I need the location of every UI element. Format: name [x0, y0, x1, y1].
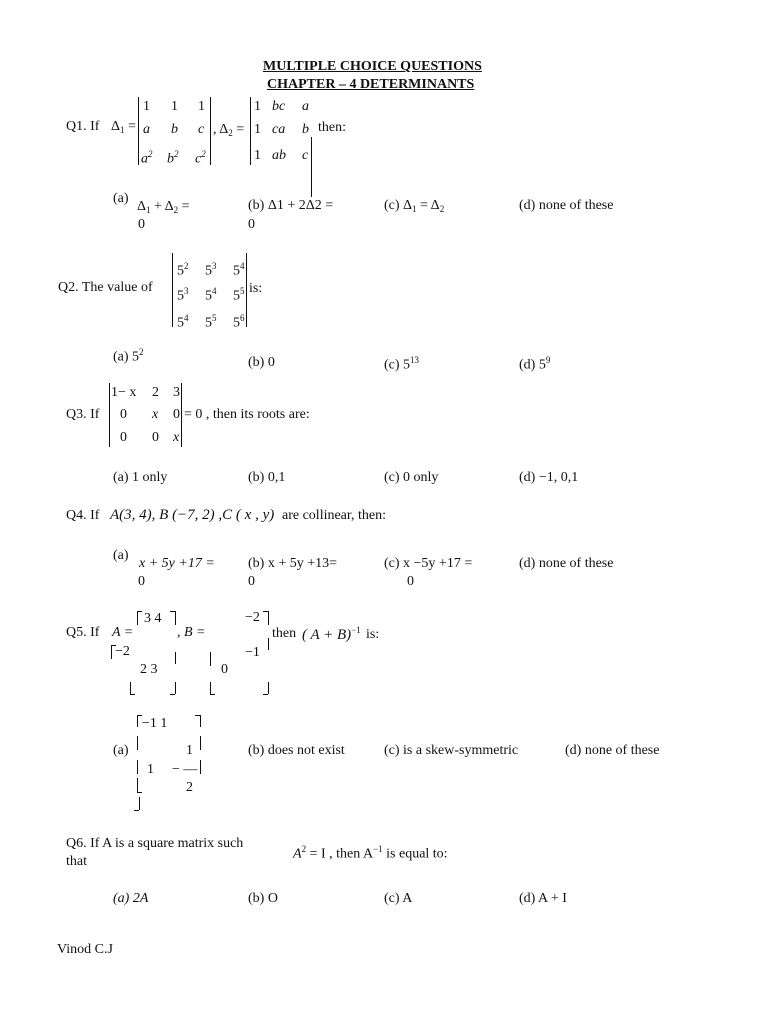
q1-d2-r2c2: ca — [272, 122, 286, 137]
q1-then: then: — [318, 120, 346, 135]
q1-d1-r2c2: b — [171, 122, 178, 137]
chapter-title: CHAPTER – 4 DETERMINANTS — [267, 77, 475, 92]
q1-d1-r3c2: $b^2$ — [167, 149, 179, 167]
q3-prefix: Q3. If — [66, 407, 100, 422]
q2-option-d: (d) $5^9$ — [519, 355, 551, 373]
q3-r2c1: 0 — [120, 407, 127, 422]
q1-delta1: $\Delta_1$ = — [111, 119, 136, 135]
q4-points: A(3, 4), B (−7, 2) ,C ( x , y) — [110, 507, 275, 523]
q3-option-d: (d) −1, 0,1 — [519, 470, 579, 485]
q5-option-c: (c) is a skew-symmetric — [384, 743, 519, 758]
q1-d2-left-bar — [250, 97, 251, 165]
q2-left-bar — [172, 253, 173, 327]
q5-b-right-mid-bracket — [268, 638, 269, 650]
q2-prefix: Q2. The value of — [58, 280, 153, 295]
q1-delta2: , $\Delta_2$ = — [213, 122, 245, 138]
q2-right-bar — [246, 253, 247, 327]
q1-d2-r3c3: c — [302, 148, 309, 163]
q5-option-a-row3-left: 1 — [147, 762, 154, 777]
q5-option-a-row4: 2 — [186, 780, 193, 795]
q2-r2c1: $5^3$ — [177, 286, 189, 304]
q5-b-left-bottom-bracket — [210, 682, 211, 694]
q1-d2-r1c3: a — [302, 99, 309, 114]
q5-expression: ( A + B)$^{-1}$ — [302, 625, 361, 643]
q3-option-a: (a) 1 only — [113, 470, 168, 485]
q5-a-row2-left: −2 — [115, 644, 130, 659]
q2-r1c3: $5^4$ — [233, 261, 245, 279]
q5-b-row3: 0 — [221, 662, 228, 677]
q3-r1c2: 2 — [152, 385, 159, 400]
q5-opt-a-left-top-bracket — [137, 715, 138, 727]
q1-d2-r2c3: b — [302, 122, 309, 137]
q2-r1c2: $5^3$ — [205, 261, 217, 279]
q6-condition: $A^2 = I$ , then $A^{-1}$ is equal to: — [293, 844, 448, 862]
q1-d1-r3c1: $a^2$ — [141, 149, 153, 167]
q4-option-d: (d) none of these — [519, 556, 614, 571]
q5-b-right-bottom-bracket — [268, 682, 269, 694]
q5-opt-a-right-bottom-hook — [134, 810, 139, 811]
q1-d1-r2c3: c — [198, 122, 205, 137]
q5-a-left-bottom-hook — [130, 694, 135, 695]
q6-option-c: (c) A — [384, 891, 413, 906]
q1-option-a-label: (a) — [113, 191, 129, 206]
q1-d2-r1c2: bc — [272, 99, 286, 114]
q2-option-c: (c) $5^{13}$ — [384, 355, 420, 373]
q1-d1-right-bar — [210, 97, 211, 165]
q1-option-a-zero: 0 — [138, 217, 145, 232]
q5-option-a-row3-right: − — — [172, 762, 198, 777]
q1-d1-left-bar — [138, 97, 139, 165]
q5-a-left-top-bracket — [137, 611, 138, 625]
q3-r2c3: 0 — [173, 407, 180, 422]
q1-d1-r1c3: 1 — [198, 99, 205, 114]
q3-r1c1: 1− x — [111, 385, 137, 400]
q5-a-row3: 2 3 — [140, 662, 158, 677]
q6-prefix-line1: Q6. If A is a square matrix such — [66, 836, 244, 851]
q1-option-a: $\Delta_1 + \Delta_2$ = — [137, 199, 190, 215]
q1-prefix: Q1. If — [66, 119, 100, 134]
q2-r3c2: $5^5$ — [205, 313, 217, 331]
q5-option-b: (b) does not exist — [248, 743, 345, 758]
q5-is: is: — [366, 627, 380, 642]
q5-b-right-top-hook — [263, 611, 268, 612]
q2-r1c1: $5^2$ — [177, 261, 189, 279]
q5-prefix: Q5. If — [66, 625, 100, 640]
q4-option-a: x + 5y +17 = — [139, 556, 215, 571]
q5-option-a-row1: −1 1 — [142, 716, 168, 731]
q4-option-a-zero: 0 — [138, 574, 145, 589]
q1-option-b: (b) Δ1 + 2Δ2 = — [248, 198, 334, 213]
q5-b-right-bottom-hook — [263, 694, 268, 695]
q5-opt-a-left-bar-3 — [137, 760, 138, 774]
q5-a-row1: 3 4 — [144, 611, 162, 626]
q5-opt-a-right-bottom-bracket — [139, 797, 140, 810]
q5-a-left-bottom-bracket — [130, 682, 131, 694]
q5-a-left-top-hook — [137, 611, 142, 612]
q5-then: then — [272, 626, 297, 641]
q5-a-right-top-hook — [170, 611, 175, 612]
q5-option-d: (d) none of these — [565, 743, 660, 758]
q4-prefix: Q4. If — [66, 508, 100, 523]
q1-d2-right-bar — [311, 137, 312, 197]
q2-option-a: (a) $5^2$ — [113, 347, 144, 365]
q1-d1-r3c3: $c^2$ — [195, 149, 206, 167]
q1-option-b-zero: 0 — [248, 217, 255, 232]
q3-option-b: (b) 0,1 — [248, 470, 286, 485]
q6-prefix-line2: that — [66, 854, 87, 869]
q5-a-left-mid-bracket — [111, 645, 112, 659]
q4-option-b-zero: 0 — [248, 574, 255, 589]
q2-option-b: (b) 0 — [248, 355, 275, 370]
q5-opt-a-right-top-hook — [195, 715, 200, 716]
q6-option-b: (b) O — [248, 891, 278, 906]
q1-d2-r3c1: 1 — [254, 148, 261, 163]
q1-option-d: (d) none of these — [519, 198, 614, 213]
q4-option-c-zero: 0 — [407, 574, 414, 589]
q5-option-a-label: (a) — [113, 743, 129, 758]
q3-suffix: = 0 , then its roots are: — [184, 407, 310, 422]
q4-option-b: (b) x + 5y +13= — [248, 556, 338, 571]
q5-b-right-top-bracket — [268, 611, 269, 625]
q3-right-bar — [181, 383, 182, 447]
q3-r3c2: 0 — [152, 430, 159, 445]
q5-a-eq: A = — [112, 625, 134, 640]
q5-opt-a-left-bar-2 — [137, 736, 138, 750]
q5-a-right-top-bracket — [175, 611, 176, 625]
footer-author: Vinod C.J — [57, 942, 113, 957]
q5-opt-a-left-bottom-bracket — [137, 778, 138, 792]
q2-suffix: is: — [249, 281, 263, 296]
q5-opt-a-right-top-bracket — [200, 715, 201, 727]
q1-d1-r1c1: 1 — [143, 99, 150, 114]
q3-r3c1: 0 — [120, 430, 127, 445]
q1-option-c: (c) $\Delta_1 = \Delta_2$ — [384, 198, 445, 214]
q3-r1c3: 3 — [173, 385, 180, 400]
q5-b-left-mid-bracket — [210, 652, 211, 666]
q1-d2-r2c1: 1 — [254, 122, 261, 137]
q5-b-row1: −2 — [245, 610, 260, 625]
q5-opt-a-right-bar-2 — [200, 736, 201, 750]
q3-r3c3: x — [173, 430, 180, 445]
q3-r2c2: x — [152, 407, 159, 422]
q2-r2c3: $5^5$ — [233, 286, 245, 304]
q3-option-c: (c) 0 only — [384, 470, 439, 485]
q5-b-row2: −1 — [245, 645, 260, 660]
q4-suffix: are collinear, then: — [282, 508, 386, 523]
q5-b-left-bottom-hook — [210, 694, 215, 695]
q4-option-a-label: (a) — [113, 548, 129, 563]
q1-d1-r2c1: a — [143, 122, 150, 137]
q1-d2-r1c1: 1 — [254, 99, 261, 114]
q5-a-right-bottom-hook — [170, 694, 175, 695]
q1-d2-r3c2: ab — [272, 148, 286, 163]
q2-r3c3: $5^6$ — [233, 313, 245, 331]
q5-opt-a-left-bottom-hook — [137, 792, 142, 793]
q3-left-bar — [109, 383, 110, 447]
q1-d1-r1c2: 1 — [171, 99, 178, 114]
q2-r2c2: $5^4$ — [205, 286, 217, 304]
q6-option-d: (d) A + I — [519, 891, 567, 906]
q2-r3c1: $5^4$ — [177, 313, 189, 331]
q6-option-a: (a) 2A — [113, 891, 149, 906]
q5-b-eq: , B = — [177, 625, 206, 640]
page-title: MULTIPLE CHOICE QUESTIONS — [263, 59, 482, 74]
q4-option-c: (c) x −5y +17 = — [384, 556, 473, 571]
q5-opt-a-right-bar-3 — [200, 760, 201, 774]
q5-a-right-bottom-bracket — [175, 682, 176, 694]
q5-option-a-row2: 1 — [186, 743, 193, 758]
q5-a-right-mid-bracket — [175, 652, 176, 664]
